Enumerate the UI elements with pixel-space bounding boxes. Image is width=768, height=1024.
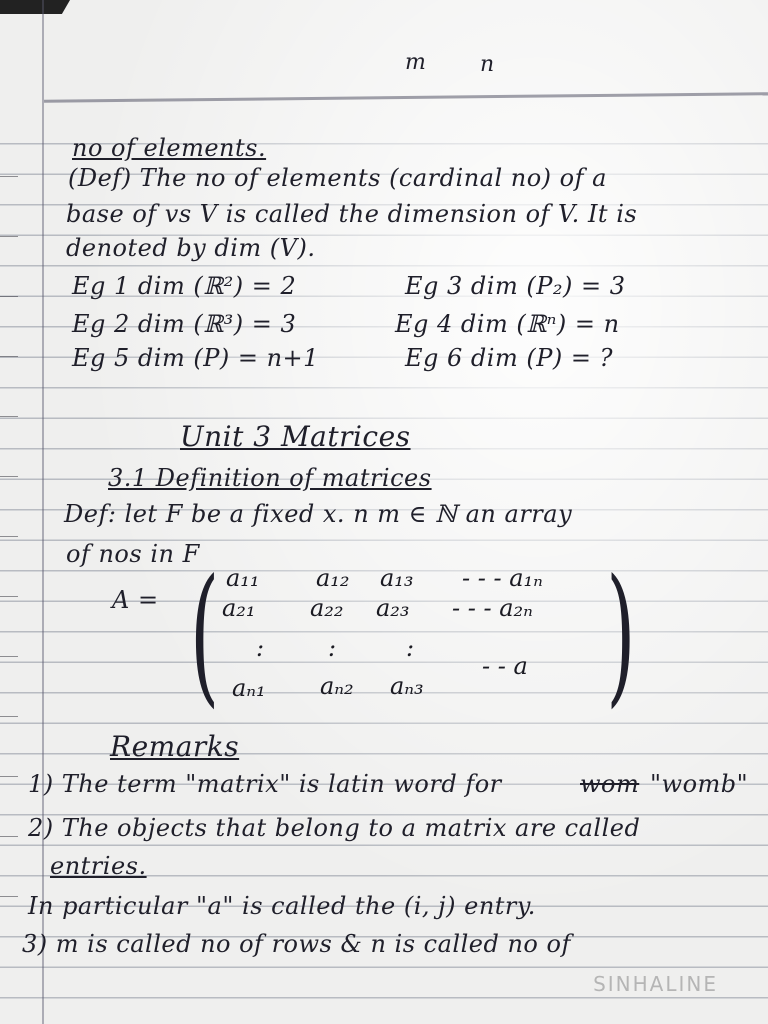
matrix-cell: - - - a₂ₙ <box>452 594 533 622</box>
edge-tick <box>0 416 18 417</box>
matrix-cell: : <box>328 634 337 662</box>
edge-tick <box>0 296 18 297</box>
page-corner-shadow <box>0 0 70 14</box>
remark-2-particular: In particular "a" is called the (i, j) entry. <box>28 892 536 920</box>
matrix-cell: aₙ₂ <box>320 672 354 700</box>
matrix-cell: a₂₂ <box>310 594 344 622</box>
edge-tick <box>0 236 18 237</box>
example-1: Eg 1 dim (ℝ²) = 2 <box>72 272 297 300</box>
remark-1: 1) The term "matrix" is latin word for <box>28 770 502 798</box>
matrix-cell: aₙ₃ <box>390 672 424 700</box>
matrix-left-paren: ( <box>190 548 220 722</box>
matrix-label: A = <box>112 586 159 614</box>
remark-3: 3) m is called no of rows & n is called no of <box>22 930 571 958</box>
edge-tick <box>0 836 18 837</box>
matrix-cell: : <box>406 634 415 662</box>
section-heading: 3.1 Definition of matrices <box>108 464 432 492</box>
edge-tick <box>0 776 18 777</box>
matrix-cell: aₙ₁ <box>232 674 266 702</box>
header-rule <box>44 92 768 103</box>
example-3: Eg 3 dim (P₂) = 3 <box>405 272 626 300</box>
watermark: SINHALINE <box>593 972 718 996</box>
edge-tick <box>0 356 18 357</box>
edge-tick <box>0 176 18 177</box>
edge-tick <box>0 896 18 897</box>
definition-line: Def: let F be a fixed x. n m ∈ ℕ an array <box>64 500 573 528</box>
matrix-cell: a₁₁ <box>226 564 260 592</box>
example-2: Eg 2 dim (ℝ³) = 3 <box>72 310 297 338</box>
header-mark-m: m <box>405 50 427 75</box>
matrix-cell: a₁₂ <box>316 564 350 592</box>
example-6: Eg 6 dim (P) = ? <box>405 344 613 372</box>
edge-tick <box>0 476 18 477</box>
edge-tick <box>0 536 18 537</box>
definition-line-2: of nos in F <box>66 540 200 568</box>
matrix-cell: a₁₃ <box>380 564 414 592</box>
text-line-4: denoted by dim (V). <box>66 234 316 262</box>
matrix-cell: - - a <box>482 652 528 680</box>
matrix-cell: a₂₃ <box>376 594 410 622</box>
matrix-A <box>190 548 636 722</box>
unit-heading: Unit 3 Matrices <box>180 420 411 453</box>
edge-tick <box>0 596 18 597</box>
text-line-2: (Def) The no of elements (cardinal no) of a <box>68 164 607 192</box>
example-4: Eg 4 dim (ℝⁿ) = n <box>395 310 620 338</box>
remark-1-struck: wom <box>580 770 640 798</box>
edge-tick <box>0 716 18 717</box>
remark-2: 2) The objects that belong to a matrix are called <box>28 814 641 842</box>
remarks-heading: Remarks <box>110 730 240 763</box>
example-5: Eg 5 dim (P) = n+1 <box>72 344 319 372</box>
margin-line <box>42 0 44 1024</box>
edge-tick <box>0 656 18 657</box>
matrix-right-paren: ) <box>606 548 636 722</box>
matrix-cell: a₂₁ <box>222 594 256 622</box>
header-mark-n: n <box>480 52 495 77</box>
text-line-1: no of elements. <box>72 134 267 162</box>
remark-1-end: "womb" <box>650 770 749 798</box>
matrix-cell: - - - a₁ₙ <box>462 564 543 592</box>
matrix-cell: : <box>256 634 265 662</box>
remark-2-cont: entries. <box>50 852 147 880</box>
text-line-3: base of vs V is called the dimension of V. It is <box>66 200 638 228</box>
